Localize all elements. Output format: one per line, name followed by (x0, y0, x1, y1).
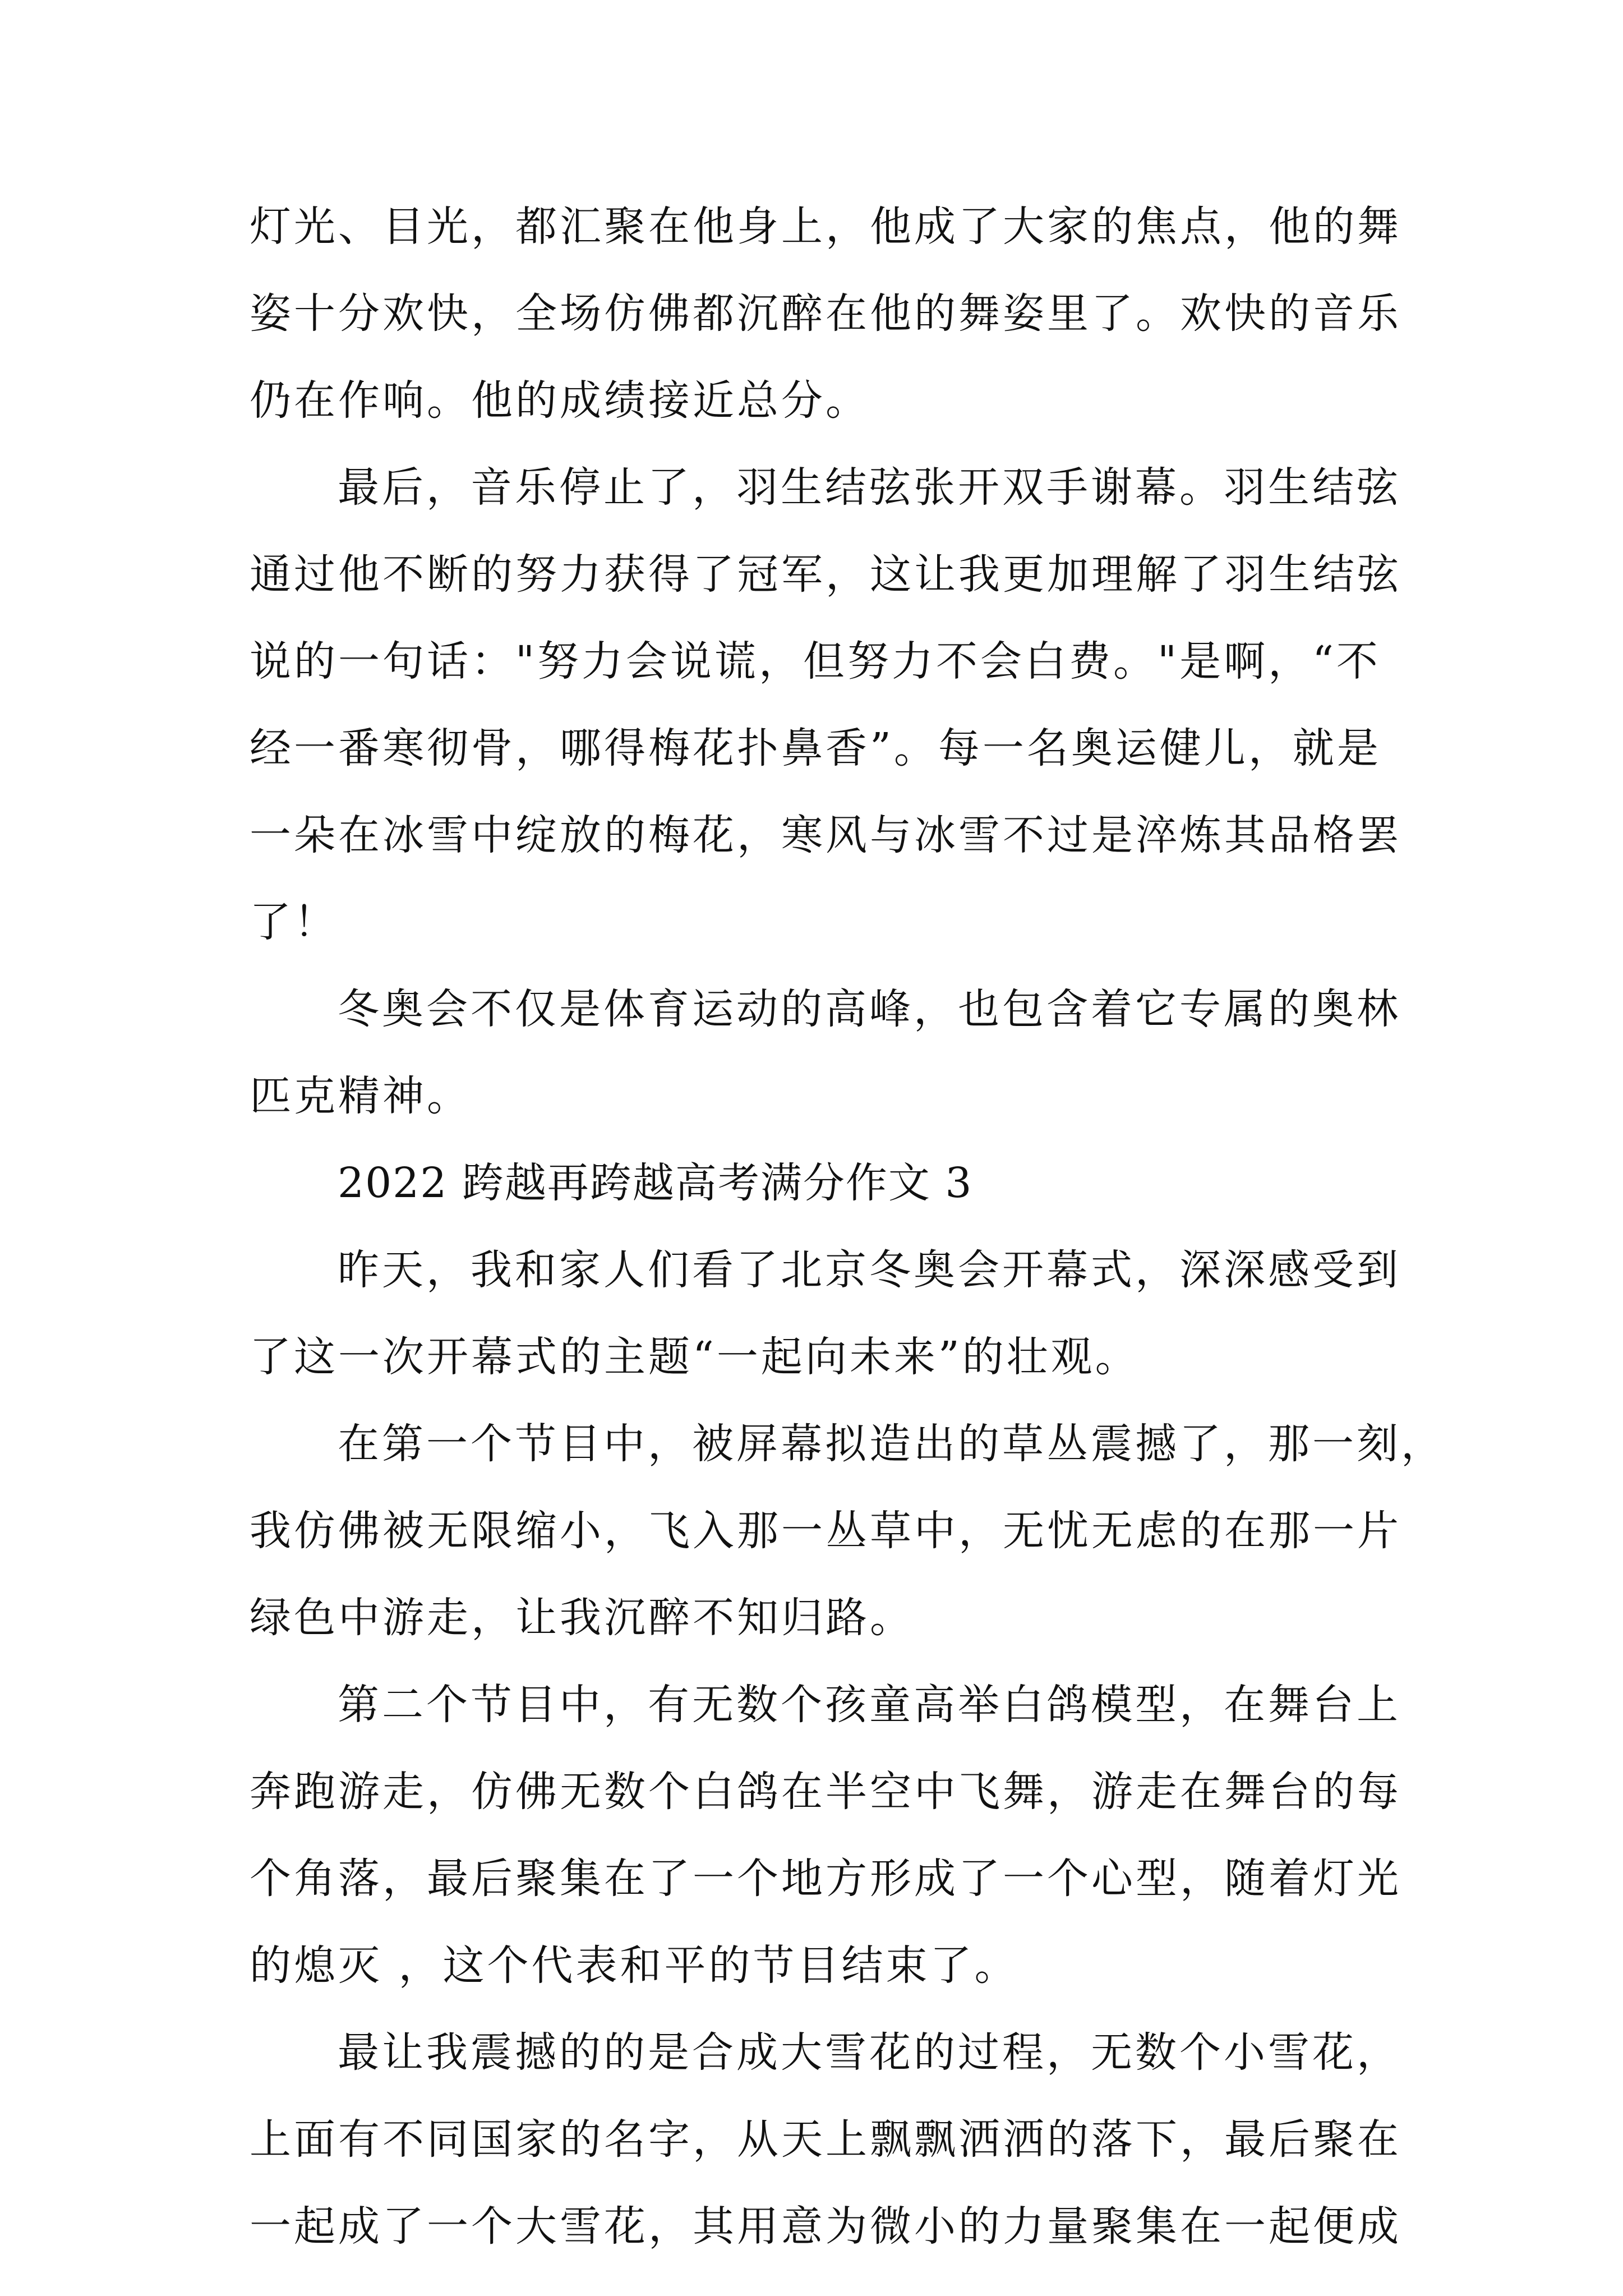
text-line: 绿色中游走，让我沉醉不知归路。 (250, 1594, 914, 1642)
text-line: 我仿佛被无限缩小，飞入那一丛草中，无忧无虑的在那一片 (250, 1507, 1401, 1555)
text-line: 上面有不同国家的名字，从天上飘飘洒洒的落下，最后聚在 (250, 2115, 1401, 2164)
text-line: 通过他不断的努力获得了冠军，这让我更加理解了羽生结弦 (250, 550, 1401, 599)
text-line: 说的一句话："努力会说谎，但努力不会白费。"是啊，“不 (250, 637, 1381, 685)
text-line: 的熄灭 ，这个代表和平的节目结束了。 (250, 1941, 1019, 1990)
text-line: 灯光、目光，都汇聚在他身上，他成了大家的焦点，他的舞 (250, 203, 1401, 251)
section-heading: 2022 跨越再跨越高考满分作文 3 (338, 1159, 973, 1207)
text-line: 最后，音乐停止了，羽生结弦张开双手谢幕。羽生结弦 (338, 463, 1401, 512)
text-line: 仍在作响。他的成绩接近总分。 (250, 376, 870, 425)
text-line: 了这一次开幕式的主题“一起向未来”的壮观。 (250, 1333, 1140, 1381)
text-line: 冬奥会不仅是体育运动的高峰，也包含着它专属的奥林 (338, 985, 1401, 1033)
text-line: 一起成了一个大雪花，其用意为微小的力量聚集在一起便成 (250, 2202, 1401, 2251)
text-line: 第二个节目中，有无数个孩童高举白鸽模型，在舞台上 (338, 1681, 1401, 1729)
text-line: 姿十分欢快，全场仿佛都沉醉在他的舞姿里了。欢快的音乐 (250, 289, 1401, 338)
text-line: 匹克精神。 (250, 1072, 471, 1120)
text-line: 了！ (250, 898, 338, 946)
text-line: 在第一个节目中，被屏幕拟造出的草丛震撼了，那一刻， (338, 1420, 1445, 1468)
text-line: 个角落，最后聚集在了一个地方形成了一个心型，随着灯光 (250, 1855, 1401, 1903)
text-line: 奔跑游走，仿佛无数个白鸽在半空中飞舞，游走在舞台的每 (250, 1768, 1401, 1816)
text-line: 一朵在冰雪中绽放的梅花，寒风与冰雪不过是淬炼其品格罢 (250, 811, 1401, 859)
text-line: 昨天，我和家人们看了北京冬奥会开幕式，深深感受到 (338, 1246, 1401, 1294)
text-line: 经一番寒彻骨，哪得梅花扑鼻香”。每一名奥运健儿，就是 (250, 724, 1381, 772)
text-line: 最让我震撼的的是合成大雪花的过程，无数个小雪花， (338, 2028, 1401, 2077)
